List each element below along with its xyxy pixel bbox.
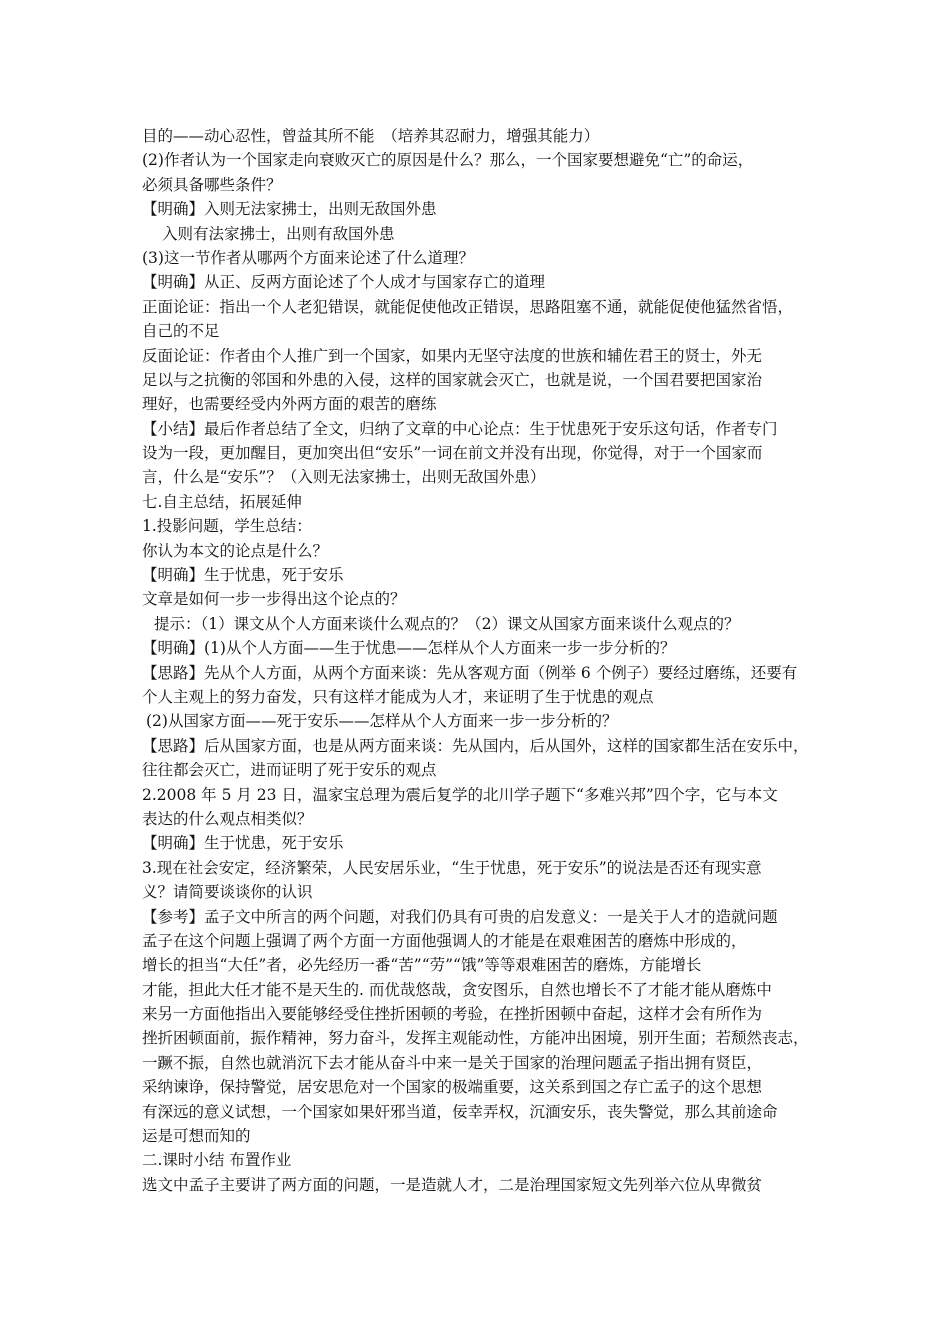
- text-line: 【参考】孟子文中所言的两个问题，对我们仍具有可贵的启发意义：一是关于人才的造就问题: [142, 907, 778, 926]
- text-line: 足以与之抗衡的邻国和外患的入侵，这样的国家就会灭亡，也就是说，一个国君要把国家治: [142, 370, 763, 389]
- text-line: 义？请简要谈谈你的认识: [142, 883, 313, 902]
- text-line: 1.投影问题，学生总结：: [142, 517, 312, 536]
- text-line: (2)作者认为一个国家走向衰败灭亡的原因是什么？那么，一个国家要想避免“亡”的命运，: [142, 151, 754, 170]
- text-line: 目的——动心忍性，曾益其所不能 （培养其忍耐力，增强其能力）: [142, 127, 600, 145]
- text-line: 【明确】入则无法家拂士，出则无敌国外患: [142, 200, 437, 219]
- text-line: 必须具备哪些条件？: [142, 175, 282, 194]
- text-line: 2.2008 年 5 月 23 日，温家宝总理为震后复学的北川学子题下“多难兴邦”四个字，它与本文: [142, 785, 778, 804]
- text-line: (2)从国家方面——死于安乐——怎样从个人方面来一步一步分析的？: [146, 712, 618, 731]
- text-line: 往往都会灭亡，进而证明了死于安乐的观点: [142, 761, 437, 780]
- text-line: 有深远的意义试想，一个国家如果奸邪当道，佞幸弄权，沉湎安乐，丧失警觉，那么其前途命: [142, 1102, 778, 1121]
- text-line: 【思路】后从国家方面，也是从两方面来谈：先从国内，后从国外，这样的国家都生活在安乐中，: [142, 736, 809, 755]
- text-line: 挫折困顿面前，振作精神，努力奋斗，发挥主观能动性，方能冲出困境，别开生面；若颓然丧志，: [142, 1029, 809, 1048]
- document-body: [142, 124, 814, 1197]
- text-line: 【思路】先从个人方面，从两个方面来谈：先从客观方面（例举 6 个例子）要经过磨练，还要有: [142, 663, 798, 682]
- section-heading: 七.自主总结，拓展延伸: [142, 492, 302, 511]
- text-line: 表达的什么观点相类似？: [142, 809, 313, 828]
- text-line: 【明确】(1)从个人方面——生于忧患——怎样从个人方面来一步一步分析的？: [142, 639, 676, 658]
- text-line: 提示：（1）课文从个人方面来谈什么观点的？（2）课文从国家方面来谈什么观点的？: [154, 614, 740, 633]
- text-line: 一蹶不振，自然也就消沉下去才能从奋斗中来一是关于国家的治理问题孟子指出拥有贤臣，: [142, 1053, 763, 1072]
- text-line: 反面论证：作者由个人推广到一个国家，如果内无坚守法度的世族和辅佐君王的贤士，外无: [142, 346, 763, 365]
- section-heading: 二.课时小结 布置作业: [142, 1151, 292, 1170]
- text-line: 3.现在社会安定，经济繁荣，人民安居乐业，“生于忧患，死于安乐”的说法是否还有现实意: [142, 858, 762, 877]
- text-line: 【明确】生于忧患，死于安乐: [142, 834, 344, 853]
- text-line: 个人主观上的努力奋发，只有这样才能成为人才，来证明了生于忧患的观点: [142, 687, 654, 706]
- text-line: 来另一方面他指出入要能够经受住挫折困顿的考验，在挫折困顿中奋起，这样才会有所作为: [142, 1005, 763, 1024]
- text-line: (3)这一节作者从哪两个方面来论述了什么道理？: [142, 248, 474, 267]
- text-line: 才能，担此大任才能不是天生的. 而优哉悠哉，贪安图乐，自然也增长不了才能才能从磨炼中: [142, 980, 772, 999]
- text-line: 你认为本文的论点是什么？: [142, 541, 329, 560]
- text-line: 设为一段，更加醒目，更加突出但“安乐”一词在前文并没有出现，你觉得，对于一个国家而: [142, 444, 763, 463]
- text-line: 增长的担当“大任”者，必先经历一番“苦”“劳”“饿”等等艰难困苦的磨炼，方能增长: [142, 956, 702, 975]
- text-line: 入则有法家拂士，出则有敌国外患: [162, 224, 395, 243]
- text-line: 采纳谏诤，保持警觉，居安思危对一个国家的极端重要，这关系到国之存亡孟子的这个思想: [142, 1078, 763, 1097]
- text-line: 理好，也需要经受内外两方面的艰苦的磨练: [142, 395, 437, 414]
- text-line: 选文中孟子主要讲了两方面的问题，一是造就人才，二是治理国家短文先列举六位从卑微贫: [142, 1175, 763, 1194]
- text-line: 正面论证：指出一个人老犯错误，就能促使他改正错误，思路阻塞不通，就能促使他猛然省悟，: [142, 297, 794, 316]
- text-line: 运是可想而知的: [142, 1127, 251, 1146]
- text-line: 【明确】生于忧患，死于安乐: [142, 566, 344, 585]
- text-line: 孟子在这个问题上强调了两个方面一方面他强调人的才能是在艰难困苦的磨炼中形成的，: [142, 931, 747, 950]
- text-line: 文章是如何一步一步得出这个论点的？: [142, 590, 406, 609]
- text-line: 【小结】最后作者总结了全文，归纳了文章的中心论点：生于忧患死于安乐这句话，作者专门: [142, 419, 778, 438]
- text-line: 【明确】从正、反两方面论述了个人成才与国家存亡的道理: [142, 273, 546, 292]
- text-line: 言，什么是“安乐”？（入则无法家拂士，出则无敌国外患）: [142, 468, 546, 487]
- text-line: 自己的不足: [142, 322, 220, 341]
